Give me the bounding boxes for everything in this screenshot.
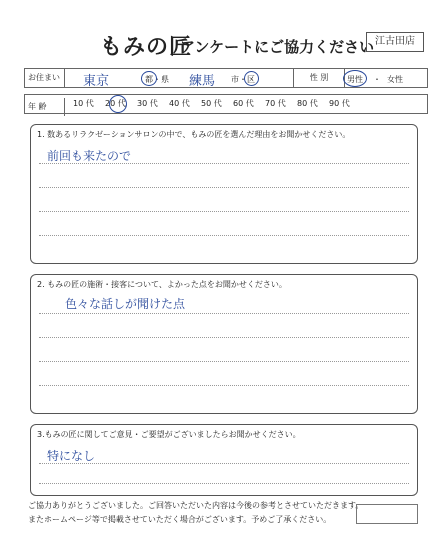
- age-label: 年 齢: [25, 98, 65, 116]
- address-label: お住まい: [25, 69, 65, 87]
- answer-line: [39, 313, 409, 314]
- age-50[interactable]: 50 代: [201, 99, 222, 108]
- answer-line: [39, 235, 409, 236]
- question-3-box: [30, 424, 418, 496]
- age-60[interactable]: 60 代: [233, 99, 254, 108]
- question-1-answer[interactable]: 前回も来たので: [47, 149, 132, 163]
- city-suffix: 市・区: [231, 75, 255, 84]
- question-2-title: 2. もみの匠の施術・接客について、よかった点をお聞かせください。: [37, 280, 287, 289]
- survey-title: アンケートにご協力ください: [180, 38, 375, 56]
- age-70[interactable]: 70 代: [265, 99, 286, 108]
- logo: もみの匠: [100, 34, 193, 60]
- answer-line: [39, 361, 409, 362]
- age-20[interactable]: 20 代: [105, 99, 126, 108]
- branch-label: 江古田店: [366, 32, 424, 52]
- question-3-answer[interactable]: 特になし: [47, 449, 96, 463]
- age-10[interactable]: 10 代: [73, 99, 94, 108]
- prefecture-suffix: 都・県: [145, 75, 169, 84]
- prefecture-value[interactable]: 東京: [83, 74, 110, 89]
- gender-female[interactable]: 女性: [387, 75, 403, 84]
- answer-line: [39, 163, 409, 164]
- stamp-box: [356, 504, 418, 524]
- city-value[interactable]: 練馬: [189, 74, 216, 89]
- footer-note: またホームページ等で掲載させていただく場合がございます。予めご了承ください。: [28, 515, 332, 524]
- answer-line: [39, 211, 409, 212]
- question-1-box: [30, 124, 418, 264]
- answer-line: [39, 385, 409, 386]
- question-2-box: [30, 274, 418, 414]
- age-40[interactable]: 40 代: [169, 99, 190, 108]
- footer-thanks: ご協力ありがとうございました。ご回答いただいた内容は今後の参考とさせていただきます。: [28, 501, 364, 510]
- age-row: [24, 94, 428, 114]
- city-circle: [244, 71, 259, 86]
- age-circle: [109, 95, 127, 113]
- age-90[interactable]: 90 代: [329, 99, 350, 108]
- answer-line: [39, 337, 409, 338]
- prefecture-circle: [141, 71, 157, 86]
- answer-line: [39, 483, 409, 484]
- gender-label: 性 別: [293, 69, 345, 87]
- answer-line: [39, 463, 409, 464]
- age-80[interactable]: 80 代: [297, 99, 318, 108]
- gender-circle: [343, 70, 367, 87]
- question-3-title: 3.もみの匠に関してご意見・ご要望がございましたらお聞かせください。: [37, 430, 301, 439]
- address-row: [24, 68, 428, 88]
- gender-male[interactable]: 男性: [347, 75, 363, 84]
- gender-sep: ・: [373, 75, 381, 84]
- question-2-answer[interactable]: 色々な話しが聞けた点: [65, 297, 186, 311]
- age-30[interactable]: 30 代: [137, 99, 158, 108]
- question-1-title: 1. 数あるリラクゼーションサロンの中で、もみの匠を選んだ理由をお聞かせください。: [37, 130, 351, 139]
- answer-line: [39, 187, 409, 188]
